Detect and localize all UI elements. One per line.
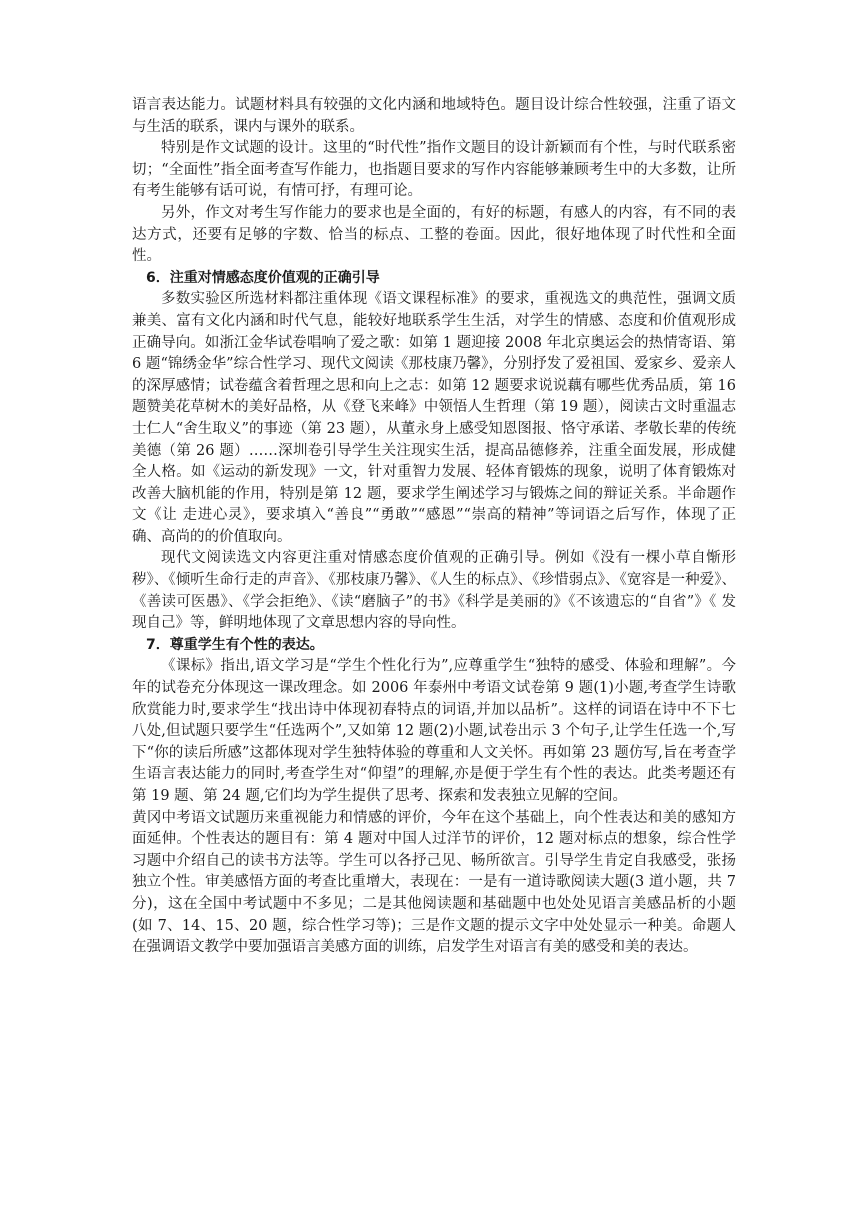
document-body bbox=[132, 95, 736, 959]
paragraph: 多数实验区所选材料都注重体现《语文课程标准》的要求，重视选文的典范性，强调文质兼美、富有文化内涵和时代气息，能较好地联系学生生活，对学生的情感、态度和价值观形成正确导向。如浙江金华试卷唱响了爱之歌：如第 1 题迎接 2008 年北京奥运会的热情寄语、第 6 题“锦绣金华”综合性学习、现代文阅读《那枝康乃馨》，分别抒发了爱祖国、爱家乡、爱亲人的深厚感情；试卷蕴含着哲理之思和向上之志：如第 12 题要求说说藕有哪些优秀品质，第 16 题赞美花草树木的美好品格，从《登飞来峰》中领悟人生哲理（第 19 题），阅读古文时重温志士仁人“舍生取义”的事迹（第 23 题），从董永身上感受知恩图报、恪守承诺、孝敬长辈的传统美德（第 26 题）……深圳卷引导学生关注现实生活，提高品德修养，注重全面发展，形成健全人格。如《运动的新发现》一文，针对重智力发展、轻体育锻炼的现象，说明了体育锻炼对改善大脑机能的作用，特别是第 12 题，要求学生阐述学习与锻炼之间的辩证关系。半命题作文《让 走进心灵》，要求填入“善良”“勇敢”“感恩”“崇高的精神”等词语之后写作，体现了正确、高尚的的价值取向。 bbox=[132, 291, 736, 545]
paragraph: 特别是作文试题的设计。这里的“时代性”指作文题目的设计新颖而有个性，与时代联系密切；“全面性”指全面考查写作能力，也指题目要求的写作内容能够兼顾考生中的大多数，让所有考生能够有话可说，有情可抒，有理可论。 bbox=[132, 140, 736, 200]
paragraph: 语言表达能力。试题材料具有较强的文化内涵和地域特色。题目设计综合性较强，注重了语文与生活的联系，课内与课外的联系。 bbox=[132, 97, 736, 135]
section-heading: 7．尊重学生有个性的表达。 bbox=[146, 636, 324, 653]
paragraph: 另外，作文对考生写作能力的要求也是全面的，有好的标题，有感人的内容，有不同的表达方式，还要有足够的字数、恰当的标点、工整的卷面。因此，很好地体现了时代性和全面性。 bbox=[132, 204, 736, 265]
paragraph: 黄冈中考语文试题历来重视能力和情感的评价，今年在这个基础上，向个性表达和美的感知方面延伸。个性表达的题目有：第 4 题对中国人过洋节的评价，12 题对标点的想象，综合性学习题中介绍自己的读书方法等。学生可以各抒己见、畅所欲言。引导学生肯定自我感受，张扬独立个性。审美感悟方面的考查比重增大，表现在：一是有一道诗歌阅读大题(3 道小题，共 7 分)，这在全国中考试题中不多见；二是其他阅读题和基础题中也处处见语言美感品析的小题(如 7、14、15、20 题，综合性学习等)；三是作文题的提示文字中处处显示一种美。命题人在强调语文教学中要加强语言美感方面的训练，启发学生对语言有美的感受和美的表达。 bbox=[132, 809, 736, 956]
paragraph: 《课标》指出,语文学习是“学生个性化行为”,应尊重学生“独特的感受、体验和理解”。今年的试卷充分体现这一课改理念。如 2006 年泰州中考语文试卷第 9 题(1)小题,考查学生诗歌欣赏能力时,要求学生“找出诗中体现初春特点的词语,并加以品析”。这样的词语在诗中不下七八处,但试题只要学生“任选两个”,又如第 12 题(2)小题,试卷出示 3 个句子,让学生任选一个,写下“你的读后所感”这都体现对学生独特体验的尊重和人文关怀。再如第 23 题仿写,旨在考查学生语言表达能力的同时,考查学生对“仰望”的理解,亦是便于学生有个性的表达。此类考题还有第 19 题、第 24 题,它们均为学生提供了思考、探索和发表独立见解的空间。 bbox=[132, 658, 736, 804]
paragraph: 现代文阅读选文内容更注重对情感态度价值观的正确引导。例如《没有一棵小草自惭形秽》、《倾听生命行走的声音》、《那枝康乃馨》、《人生的标点》、《珍惜弱点》、《宽容是一种爱》、《善读可医愚》、《学会拒绝》、《读“磨脑子”的书》《科学是美丽的》《不该遗忘的“自省”》《 发现自己》等，鲜明地体现了文章思想内容的导向性。 bbox=[132, 550, 736, 632]
section-heading: 6．注重对情感态度价值观的正确引导 bbox=[146, 269, 380, 286]
